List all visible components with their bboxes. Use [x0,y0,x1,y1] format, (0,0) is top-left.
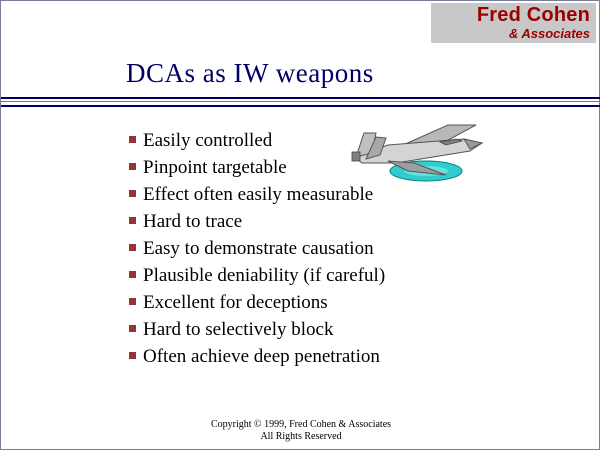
list-item [129,128,509,154]
square-bullet-icon [129,160,143,178]
page-title: DCAs as IW weapons [126,58,374,88]
list-item-label: Effect often easily measurable [143,184,374,205]
rights-line: All Rights Reserved [260,431,342,442]
square-bullet-icon [129,187,143,205]
list-item-label: Excellent for deceptions [143,292,328,313]
copyright-line: Copyright © 1999, Fred Cohen & Associates [210,419,392,430]
list-item-label: Hard to trace [143,211,243,232]
list-item-label: Plausible deniability (if careful) [143,265,386,286]
square-bullet-icon [129,241,143,259]
square-bullet-icon [129,322,143,340]
list-item-label: Hard to selectively block [143,319,334,340]
divider-line-middle [1,101,600,102]
list-item-label: Often achieve deep penetration [143,346,380,367]
list-item [129,317,509,343]
list-item [129,344,509,370]
logo-primary-text: Fred Cohen [476,4,590,26]
square-bullet-icon [129,268,143,286]
list-item [129,182,509,208]
list-item [129,236,509,262]
divider-line-bottom [1,105,600,107]
brand-logo [431,3,596,43]
square-bullet-icon [129,214,143,232]
title-divider [1,97,600,109]
list-item-label: Easily controlled [143,130,273,151]
footer [1,419,600,443]
divider-line-top [1,97,600,99]
square-bullet-icon [129,349,143,367]
list-item-label: Easy to demonstrate causation [143,238,374,259]
square-bullet-icon [129,295,143,313]
list-item [129,263,509,289]
square-bullet-icon [129,133,143,151]
list-item [129,155,509,181]
logo-secondary-text: & Associates [508,26,590,41]
list-item [129,290,509,316]
list-item-label: Pinpoint targetable [143,157,287,178]
bullet-list [129,128,509,371]
list-item [129,209,509,235]
